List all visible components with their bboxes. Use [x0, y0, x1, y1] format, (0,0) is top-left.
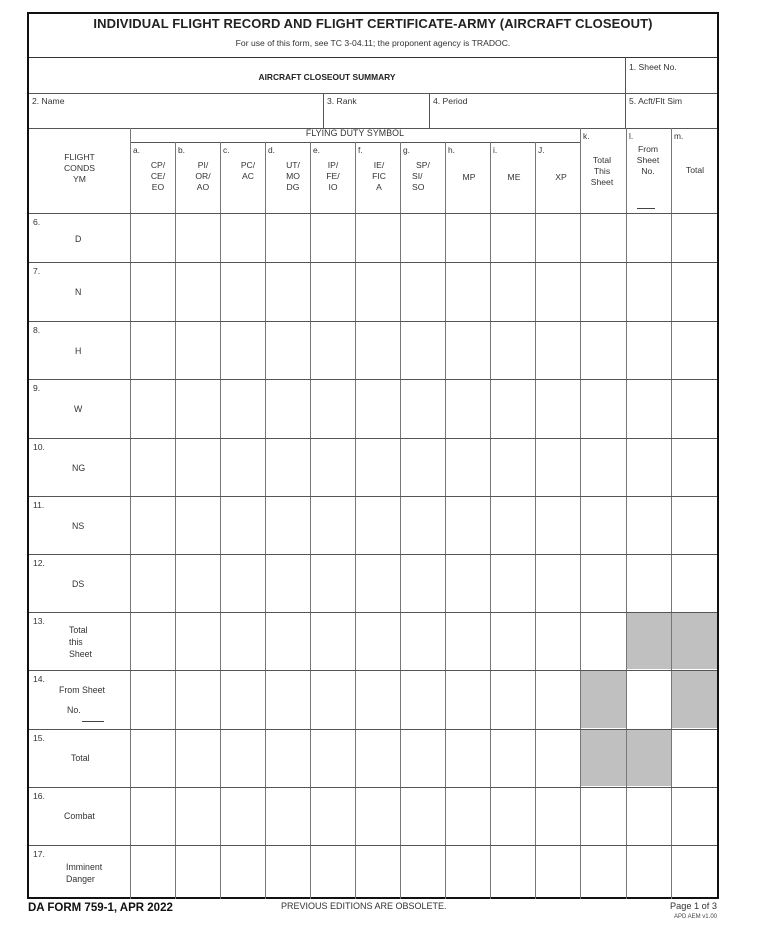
col-letter: e. — [313, 145, 320, 155]
sheet-number-blank[interactable] — [637, 208, 655, 209]
row-text: H — [75, 346, 82, 356]
symbol-line: PI/ — [197, 160, 209, 170]
flying-duty-symbol-label: FLYING DUTY SYMBOL — [305, 128, 405, 138]
symbol-line: AC — [242, 171, 254, 181]
row-text: Total — [71, 753, 90, 763]
symbol-line: A — [376, 182, 382, 192]
row-text: this — [69, 637, 83, 647]
symbol-line: CE/ — [150, 171, 166, 181]
col-letter: h. — [448, 145, 455, 155]
symbol-line: DG — [286, 182, 300, 192]
aircraft-closeout-form — [27, 12, 719, 899]
symbol-line: SI/ — [412, 171, 423, 181]
symbol-line: PC/ — [240, 160, 256, 170]
symbol-line: ME — [507, 172, 521, 182]
form-title: INDIVIDUAL FLIGHT RECORD AND FLIGHT CERTIFICATE-ARMY (AIRCRAFT CLOSEOUT) — [93, 16, 653, 31]
row-label-ds — [29, 554, 130, 612]
col-letter: a. — [133, 145, 140, 155]
col-header-g — [400, 143, 445, 213]
rank-field[interactable] — [324, 107, 428, 127]
row-number: 12. — [33, 558, 45, 568]
row-number: 15. — [33, 733, 45, 743]
period-field[interactable] — [430, 107, 624, 127]
row-number: 16. — [33, 791, 45, 801]
row-number: 8. — [33, 325, 41, 335]
name-field[interactable] — [30, 107, 322, 127]
col-letter: m. — [674, 131, 684, 141]
col-letter: i. — [493, 145, 498, 155]
page-indicator: Page 1 of 3 — [670, 901, 717, 911]
row-text: DS — [72, 579, 85, 589]
version-label: APD AEM v1.00 — [673, 914, 717, 920]
sheet-no-label: 1. Sheet No. — [629, 62, 677, 72]
name-label: 2. Name — [32, 96, 65, 106]
col-header-b — [175, 143, 220, 213]
row-label-n — [29, 262, 130, 321]
from-sheet-number-blank[interactable] — [82, 721, 104, 722]
col-header-m — [671, 128, 717, 213]
row-label-total — [29, 729, 130, 787]
row-text: NG — [72, 463, 86, 473]
divider — [29, 93, 717, 94]
col-header-k — [580, 128, 626, 213]
symbol-line: SO — [412, 182, 425, 192]
symbol-line: OR/ — [195, 171, 211, 181]
symbol-line: CP/ — [150, 160, 166, 170]
symbol-line: UT/ — [286, 160, 300, 170]
col-letter: b. — [178, 145, 185, 155]
row-number: 14. — [33, 674, 45, 684]
row-text: Sheet — [69, 649, 92, 659]
symbol-line: Total — [592, 155, 612, 165]
row-label-ns — [29, 496, 130, 554]
row-number: 17. — [33, 849, 45, 859]
row-number: 7. — [33, 266, 41, 276]
header-line: YM — [73, 174, 86, 184]
flight-hours-entry-grid[interactable] — [131, 214, 717, 899]
row-text: N — [75, 287, 82, 297]
symbol-line: Total — [685, 165, 705, 175]
col-letter: J. — [538, 145, 545, 155]
col-letter: l. — [629, 131, 634, 141]
acft-flt-sim-label: 5. Acft/Flt Sim — [629, 96, 683, 106]
col-header-f — [355, 143, 400, 213]
symbol-line: XP — [555, 172, 567, 182]
symbol-line: AO — [196, 182, 210, 192]
row-number: 9. — [33, 383, 41, 393]
row-label-ng — [29, 438, 130, 496]
col-letter: d. — [268, 145, 275, 155]
symbol-line: EO — [151, 182, 165, 192]
form-id: DA FORM 759-1, APR 2022 — [28, 902, 173, 914]
symbol-line: FIC — [372, 171, 386, 181]
col-header-e — [310, 143, 355, 213]
col-header-a — [130, 143, 175, 213]
row-number: 11. — [33, 500, 45, 510]
header-line: FLIGHT — [64, 152, 95, 162]
summary-title: AIRCRAFT CLOSEOUT SUMMARY — [258, 72, 396, 82]
symbol-line: MP — [462, 172, 476, 182]
flight-conds-header — [29, 152, 130, 185]
symbol-line: IO — [328, 182, 338, 192]
row-label-d — [29, 213, 130, 262]
symbol-line: FE/ — [326, 171, 340, 181]
col-letter: f. — [358, 145, 363, 155]
form-subtitle: For use of this form, see TC 3-04.11; the proponent agency is TRADOC. — [235, 38, 511, 48]
symbol-line: Sheet — [636, 155, 660, 165]
row-text: From Sheet — [59, 685, 105, 695]
row-label-w — [29, 379, 130, 438]
obsolete-notice: PREVIOUS EDITIONS ARE OBSOLETE. — [281, 901, 447, 911]
row-label-imminent-danger — [29, 845, 130, 899]
col-header-j — [535, 143, 580, 213]
period-label: 4. Period — [433, 96, 468, 106]
symbol-line: No. — [641, 166, 655, 176]
col-letter: k. — [583, 131, 590, 141]
row-label-from-sheet — [29, 670, 130, 729]
row-text: Total — [69, 625, 88, 635]
row-text: No. — [67, 705, 81, 715]
col-letter: g. — [403, 145, 410, 155]
row-label-combat — [29, 787, 130, 845]
row-text: Danger — [66, 874, 95, 884]
symbol-line: IE/ — [373, 160, 385, 170]
col-header-c — [220, 143, 265, 213]
row-text: W — [74, 404, 83, 414]
row-label-h — [29, 321, 130, 379]
row-text: D — [75, 234, 82, 244]
symbol-line: Sheet — [590, 177, 614, 187]
rank-label: 3. Rank — [327, 96, 357, 106]
col-header-l — [626, 128, 671, 213]
row-text: Combat — [64, 811, 95, 821]
row-number: 10. — [33, 442, 45, 452]
row-text: NS — [72, 521, 85, 531]
row-number: 6. — [33, 217, 41, 227]
divider — [29, 57, 717, 58]
col-header-i — [490, 143, 535, 213]
col-header-d — [265, 143, 310, 213]
row-label-total-this-sheet — [29, 612, 130, 670]
symbol-line: IP/ — [327, 160, 339, 170]
symbol-line: This — [593, 166, 611, 176]
col-header-h — [445, 143, 490, 213]
symbol-line: SP/ — [416, 160, 430, 170]
symbol-line: MO — [286, 171, 300, 181]
symbol-line: From — [637, 144, 659, 154]
row-text: Imminent — [66, 862, 103, 872]
sheet-no-field[interactable] — [626, 74, 717, 93]
row-number: 13. — [33, 616, 45, 626]
col-letter: c. — [223, 145, 230, 155]
acft-flt-sim-field[interactable] — [626, 107, 717, 127]
header-line: CONDS — [63, 163, 96, 173]
